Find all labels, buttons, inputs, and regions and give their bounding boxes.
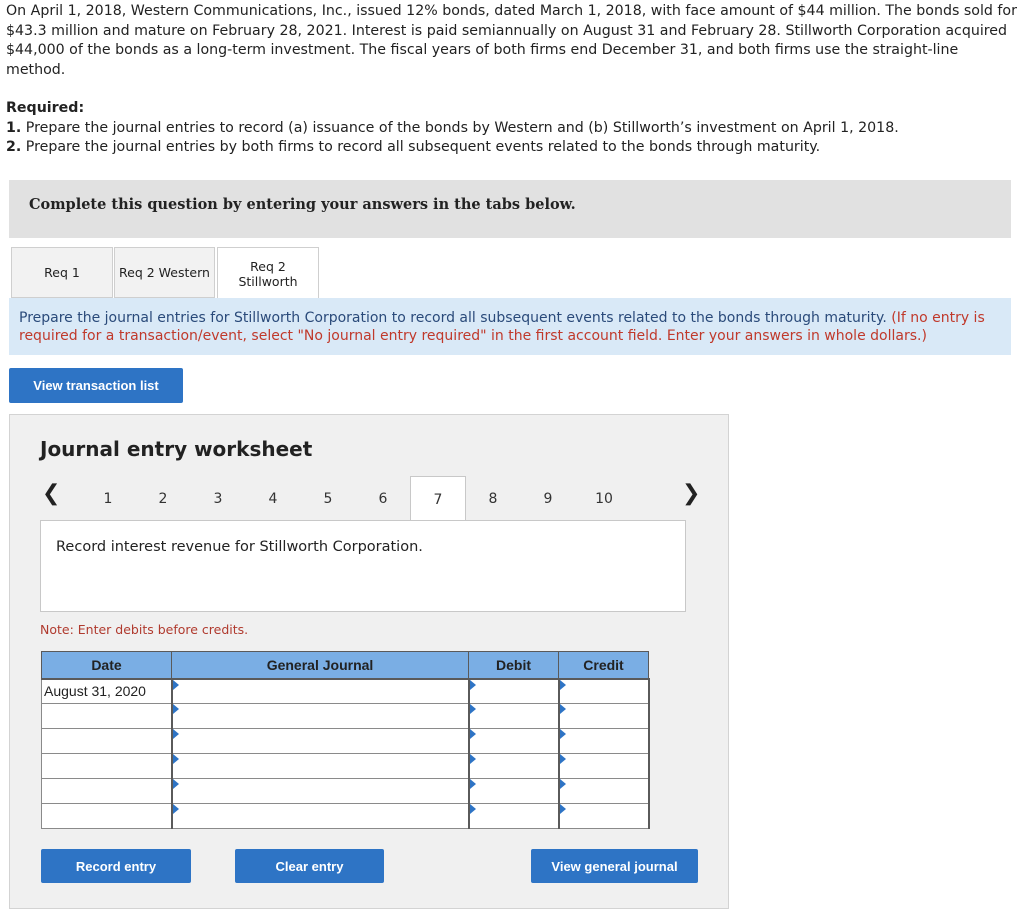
column-header-credit: Credit — [559, 652, 649, 679]
debit-field[interactable] — [469, 704, 559, 729]
date-cell — [42, 804, 172, 829]
date-cell — [42, 754, 172, 779]
prev-step-icon[interactable]: ❮ — [42, 481, 61, 506]
input-flag-icon — [560, 804, 566, 814]
instruction-bar — [9, 180, 1011, 238]
required-item-2-text: Prepare the journal entries by both firms to record all subsequent events related to the bonds through maturity. — [21, 139, 821, 155]
table-row — [42, 679, 649, 704]
account-field[interactable] — [172, 804, 469, 829]
credit-field[interactable] — [559, 679, 649, 704]
input-flag-icon — [470, 704, 476, 714]
required-section — [6, 99, 1016, 158]
step-4[interactable]: 4 — [268, 490, 278, 507]
required-title: Required: — [6, 100, 85, 116]
table-row — [42, 729, 649, 754]
account-field[interactable] — [172, 729, 469, 754]
worksheet-title: Journal entry worksheet — [40, 437, 313, 461]
step-9[interactable]: 9 — [543, 490, 553, 507]
input-flag-icon — [470, 680, 476, 690]
debit-field[interactable] — [469, 754, 559, 779]
debits-note: Note: Enter debits before credits. — [40, 622, 249, 637]
table-row — [42, 804, 649, 829]
debit-field[interactable] — [469, 804, 559, 829]
record-entry-button[interactable]: Record entry — [41, 849, 191, 883]
column-header-debit: Debit — [469, 652, 559, 679]
input-flag-icon — [470, 779, 476, 789]
step-10[interactable]: 10 — [595, 490, 613, 507]
required-item-1-number: 1. — [6, 119, 22, 136]
step-1[interactable]: 1 — [103, 490, 113, 507]
dropdown-flag-icon — [173, 680, 179, 690]
date-cell — [42, 704, 172, 729]
credit-field[interactable] — [559, 704, 649, 729]
required-item-1-text: Prepare the journal entries to record (a) issuance of the bonds by Western and (b) Stillworth’s investment on April 1, 2018. — [21, 119, 899, 136]
table-row — [42, 779, 649, 804]
debit-field[interactable] — [469, 779, 559, 804]
credit-field[interactable] — [559, 754, 649, 779]
column-header-general-journal: General Journal — [172, 652, 469, 679]
account-field[interactable] — [172, 704, 469, 729]
step-2[interactable]: 2 — [158, 490, 168, 507]
prompt-box — [9, 298, 1011, 355]
table-row — [42, 704, 649, 729]
input-flag-icon — [470, 804, 476, 814]
dropdown-flag-icon — [173, 779, 179, 789]
tab-req-2-western[interactable]: Req 2 Western — [114, 247, 215, 298]
record-description-box — [40, 520, 686, 612]
date-cell — [42, 729, 172, 754]
input-flag-icon — [560, 729, 566, 739]
credit-field[interactable] — [559, 779, 649, 804]
step-8[interactable]: 8 — [488, 490, 498, 507]
step-5[interactable]: 5 — [323, 490, 333, 507]
debit-field[interactable] — [469, 729, 559, 754]
input-flag-icon — [560, 704, 566, 714]
journal-table — [41, 651, 650, 829]
column-header-date: Date — [42, 652, 172, 679]
required-item-2 — [6, 138, 1016, 158]
date-cell: August 31, 2020 — [42, 679, 172, 704]
view-transaction-list-button[interactable]: View transaction list — [9, 368, 183, 403]
input-flag-icon — [560, 754, 566, 764]
step-3[interactable]: 3 — [213, 490, 223, 507]
date-cell — [42, 779, 172, 804]
credit-field[interactable] — [559, 729, 649, 754]
record-description: Record interest revenue for Stillworth Corporation. — [56, 539, 423, 555]
instruction-text: Complete this question by entering your answers in the tabs below. — [29, 196, 576, 213]
account-field[interactable] — [172, 679, 469, 704]
input-flag-icon — [470, 754, 476, 764]
credit-field[interactable] — [559, 804, 649, 829]
input-flag-icon — [560, 680, 566, 690]
view-general-journal-button[interactable]: View general journal — [531, 849, 698, 883]
problem-statement: On April 1, 2018, Western Communications, Inc., issued 12% bonds, dated March 1, 2018, with face amount of $44 million. The bonds sold for $43.3 million and mature on February 28, 2021. Interest is paid semiannually on August 31 and February 28. Stillworth Corporation acquired $44,000 of the bonds as a long-term investment. The fiscal years of both firms end December 31, and both firms use the straight-line method. — [6, 3, 1017, 78]
tab-req-2-stillworth[interactable]: Req 2 Stillworth — [217, 247, 319, 299]
table-row — [42, 754, 649, 779]
step-6[interactable]: 6 — [378, 490, 388, 507]
prompt-main: Prepare the journal entries for Stillworth Corporation to record all subsequent events related to the bonds through maturity. — [19, 310, 887, 326]
account-field[interactable] — [172, 779, 469, 804]
prompt-note: (If no entry is required for a transaction/event, select "No journal entry required" in the first account field. Enter your answers in whole dollars.) — [19, 310, 985, 344]
tab-req-1[interactable]: Req 1 — [11, 247, 113, 298]
dropdown-flag-icon — [173, 754, 179, 764]
dropdown-flag-icon — [173, 704, 179, 714]
required-item-1 — [6, 119, 1016, 139]
input-flag-icon — [470, 729, 476, 739]
clear-entry-button[interactable]: Clear entry — [235, 849, 384, 883]
required-item-2-number: 2. — [6, 139, 22, 155]
dropdown-flag-icon — [173, 729, 179, 739]
journal-worksheet — [9, 414, 729, 909]
input-flag-icon — [560, 779, 566, 789]
next-step-icon[interactable]: ❯ — [682, 481, 701, 506]
dropdown-flag-icon — [173, 804, 179, 814]
account-field[interactable] — [172, 754, 469, 779]
debit-field[interactable] — [469, 679, 559, 704]
step-7[interactable]: 7 — [410, 476, 466, 522]
